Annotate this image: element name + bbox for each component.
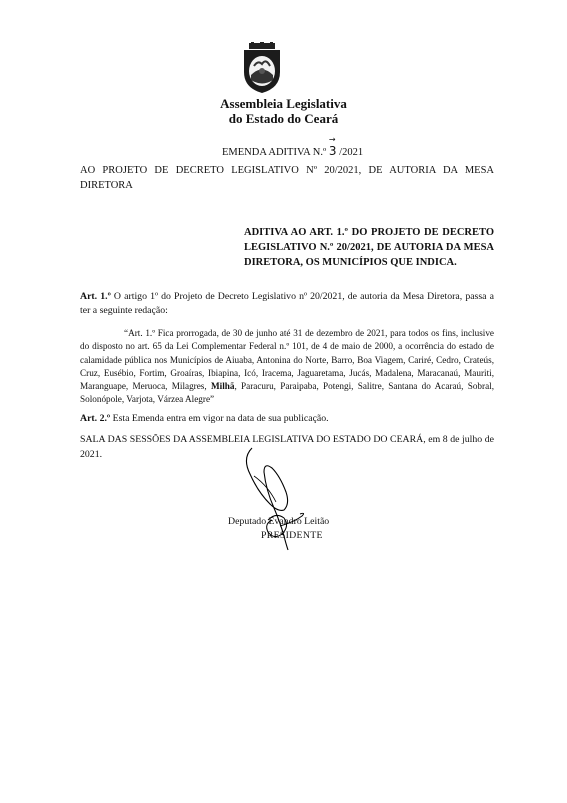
article-1-label: Art. 1.º — [80, 291, 111, 302]
session-statement: SALA DAS SESSÕES DA ASSEMBLEIA LEGISLATIVA DO ESTADO DO CEARÁ, em 8 de julho de 2021. — [80, 434, 494, 460]
article-1-text: O artigo 1º do Projeto de Decreto Legislativo nº 20/2021, de autoria da Mesa Diretora, passa a ter a seguinte redação: — [80, 291, 494, 316]
signer-name: Deputado Evandro Leitão — [228, 516, 330, 527]
signer-title: PRESIDENTE — [261, 530, 323, 541]
emenda-title — [222, 144, 363, 158]
article-2 — [80, 412, 494, 426]
emenda-suffix: /2021 — [336, 147, 364, 158]
emenda-prefix: EMENDA ADITIVA N.º — [222, 147, 329, 158]
ceara-coat-of-arms-icon — [240, 42, 284, 94]
article-2-label: Art. 2.º — [80, 413, 111, 424]
quoted-article-part1: “Art. 1.º Fica prorrogada, de 30 de junho até 31 de dezembro de 2021, para todos os fins, inclusive do disposto no art. 65 da Lei Complementar Federal n.º 101, de 4 de maio de 2000, a ocorrência do estado de calamidade pública nos Municípios de Aiuaba, Antonina do Norte, Barro, Boa Viagem, Cariré, Cedro, Crateús, Cruz, Eusébio, Fortim, Groaíras, Ibiapina, Icó, Iracema, Jaguaretama, Jucás, Madalena, Maracanaú, Mauriti, Maranguape, Meruoca, Milagres, — [80, 328, 494, 392]
org-name-line1: Assembleia Legislativa — [220, 96, 347, 111]
quoted-article — [80, 327, 494, 407]
article-2-text: Esta Emenda entra em vigor na data de sua publicação. — [110, 413, 329, 424]
emenda-number-handwritten: → 3 — [329, 144, 337, 158]
article-1 — [80, 290, 494, 318]
org-name-line2: do Estado do Ceará — [228, 111, 339, 126]
handwritten-signature — [224, 446, 344, 552]
quoted-article-part2: , Paracuru, Paraipaba, Potengi, Salitre, Santana do Acaraú, Sobral, Solonópole, Varjota, Várzea Alegre” — [80, 381, 494, 405]
ementa-aditiva: ADITIVA AO ART. 1.º DO PROJETO DE DECRETO LEGISLATIVO N.º 20/2021, DE AUTORIA DA MESA DIRETORA, OS MUNICÍPIOS QUE INDICA. — [244, 227, 494, 268]
quoted-article-bold: Milhã — [210, 381, 235, 392]
project-reference: AO PROJETO DE DECRETO LEGISLATIVO Nº 20/2021, DE AUTORIA DA MESA DIRETORA — [80, 165, 494, 191]
